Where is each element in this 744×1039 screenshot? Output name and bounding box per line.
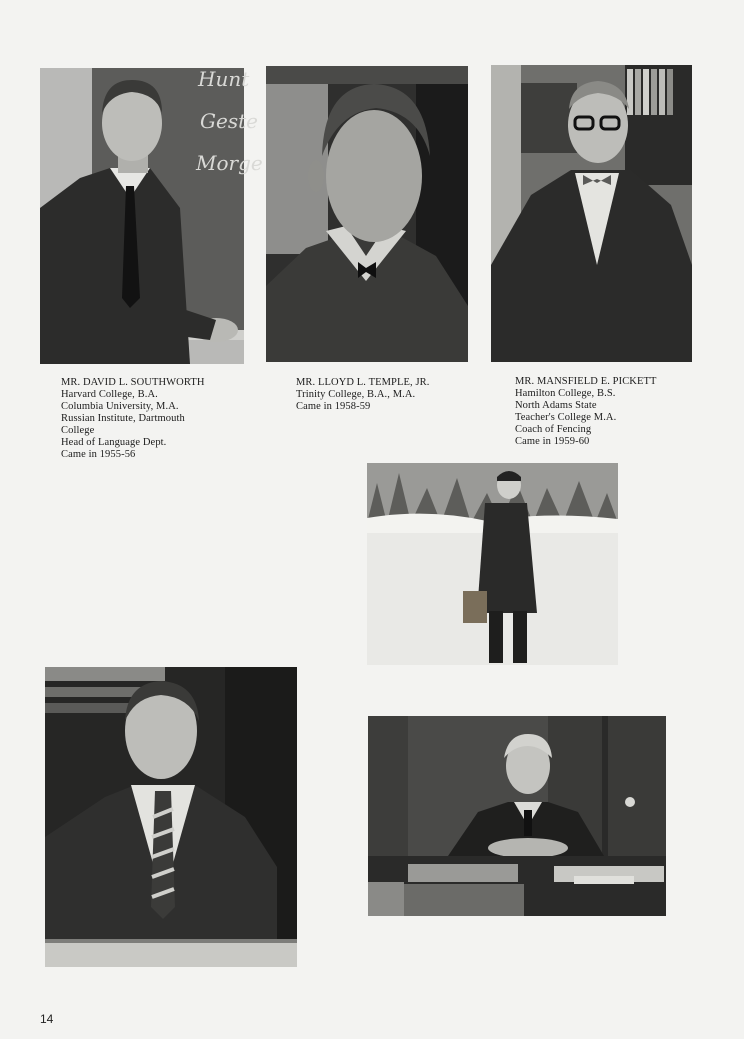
caption-line: Head of Language Dept. [61, 437, 167, 448]
caption-line: Hamilton College, B.S. [515, 388, 616, 399]
blackboard-word-3: Morge [196, 151, 263, 175]
caption-line: Coach of Fencing [515, 424, 592, 435]
photo-desk-image [368, 716, 666, 916]
teacher-name: MR. DAVID L. SOUTHWORTH [61, 377, 205, 388]
page-number: 14 [40, 1012, 54, 1026]
caption-line: Came in 1958-59 [296, 401, 371, 412]
teacher-name: MR. LLOYD L. TEMPLE, JR. [296, 377, 430, 388]
caption-line: Harvard College, B.A. [61, 389, 158, 400]
caption-southworth [61, 377, 261, 461]
photo-temple-image [266, 66, 468, 362]
caption-line: College [61, 425, 95, 436]
blackboard-word-1: Hunt [198, 67, 250, 91]
photo-snow-walk-image [367, 463, 618, 665]
caption-line: North Adams State [515, 400, 597, 411]
caption-line: Russian Institute, Dartmouth [61, 413, 185, 424]
photo-striped-tie [45, 667, 297, 967]
photo-desk [368, 716, 666, 916]
teacher-name: MR. MANSFIELD E. PICKETT [515, 376, 657, 387]
photo-pickett [491, 65, 692, 362]
photo-snow-walk [367, 463, 618, 665]
photo-striped-tie-image [45, 667, 297, 967]
caption-temple [296, 377, 486, 413]
caption-line: Came in 1959-60 [515, 436, 590, 447]
blackboard-word-2: Geste [200, 109, 258, 133]
caption-line: Came in 1955-56 [61, 449, 136, 460]
photo-pickett-image [491, 65, 692, 362]
photo-southworth-image [40, 67, 263, 364]
caption-line: Trinity College, B.A., M.A. [296, 389, 416, 400]
caption-line: Columbia University, M.A. [61, 401, 179, 412]
caption-pickett [515, 376, 715, 448]
photo-southworth [40, 67, 263, 364]
caption-line: Teacher's College M.A. [515, 412, 617, 423]
photo-temple [266, 66, 468, 362]
